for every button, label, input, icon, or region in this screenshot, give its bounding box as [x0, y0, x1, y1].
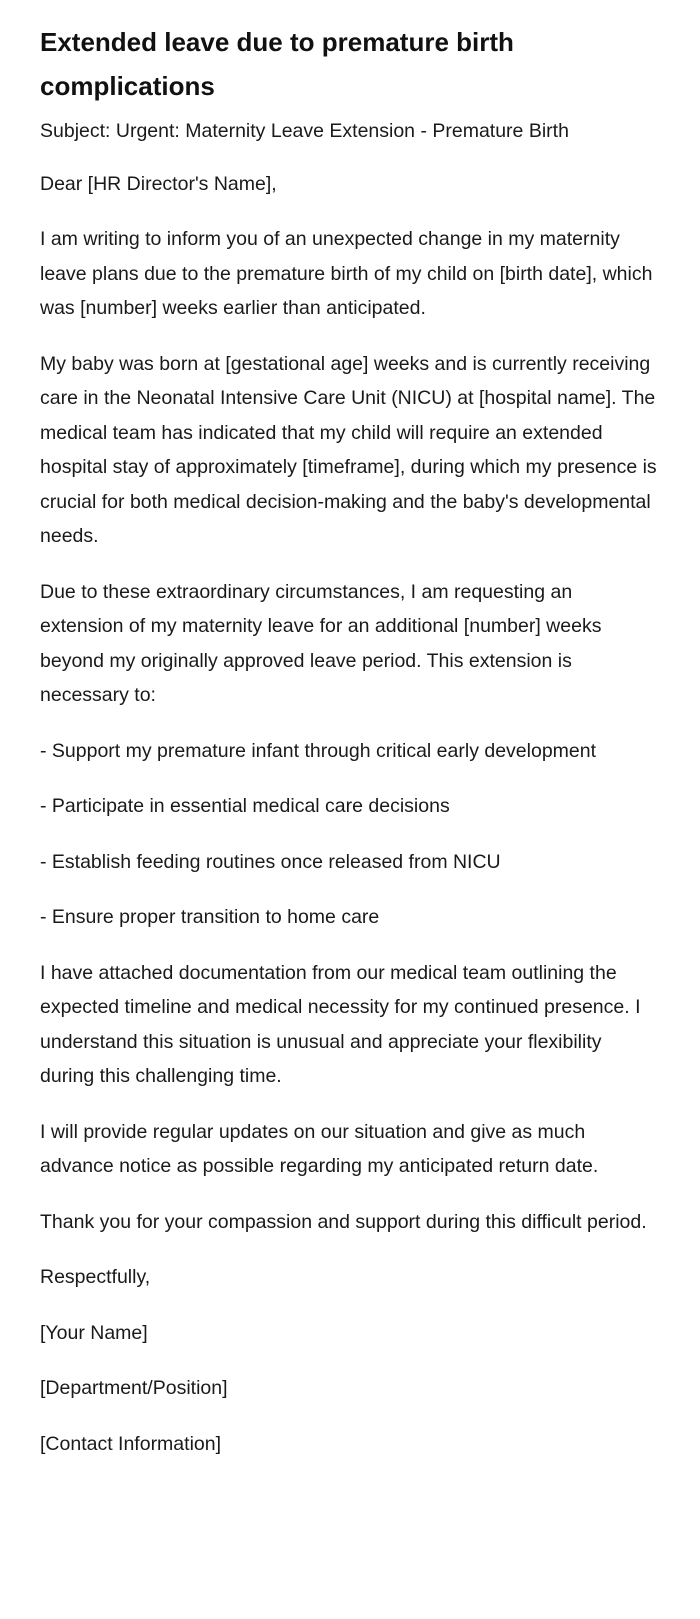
closing-paragraph-1: I have attached documentation from our medical team outlining the expected timeline and medical necessity for my continued presence. I understand this situation is unusual and appreciate your flexibility during this challenging time. — [40, 961, 641, 1087]
list-item-transition: - Ensure proper transition to home care — [40, 906, 380, 928]
salutation: Dear [HR Director's Name], — [40, 172, 277, 195]
body-paragraph-1: I am writing to inform you of an unexpected change in my maternity leave plans due to the premature birth of my child on [birth date], which was [number] weeks earlier than anticipated. — [40, 228, 653, 319]
document-title: Extended leave due to premature birth complications — [40, 27, 514, 101]
closing-paragraph-3: Thank you for your compassion and support during this difficult period. — [40, 1210, 647, 1233]
signature-department: [Department/Position] — [40, 1377, 228, 1399]
body-paragraph-3: Due to these extraordinary circumstances, I am requesting an extension of my maternity leave for an additional [number] weeks beyond my originally approved leave period. This extension is necessary to: — [40, 580, 602, 706]
list-item-feeding: - Establish feeding routines once released from NICU — [40, 850, 501, 873]
list-item-participate: - Participate in essential medical care decisions — [40, 795, 450, 817]
signature-name: [Your Name] — [40, 1321, 148, 1344]
closing-paragraph-2: I will provide regular updates on our situation and give as much advance notice as possible regarding my anticipated return date. — [40, 1120, 599, 1177]
signoff: Respectfully, — [40, 1266, 151, 1288]
body-paragraph-2: My baby was born at [gestational age] weeks and is currently receiving care in the Neonatal Intensive Care Unit (NICU) at [hospital name]. The medical team has indicated that my child will require an extended hospital stay of approximately [timeframe], during which my presence is crucial for both medical decision-making and the baby's developmental needs. — [40, 352, 657, 547]
signature-contact: [Contact Information] — [40, 1432, 222, 1455]
subject-line: Subject: Urgent: Maternity Leave Extension - Premature Birth — [40, 120, 569, 142]
list-item-support: - Support my premature infant through critical early development — [40, 739, 597, 762]
